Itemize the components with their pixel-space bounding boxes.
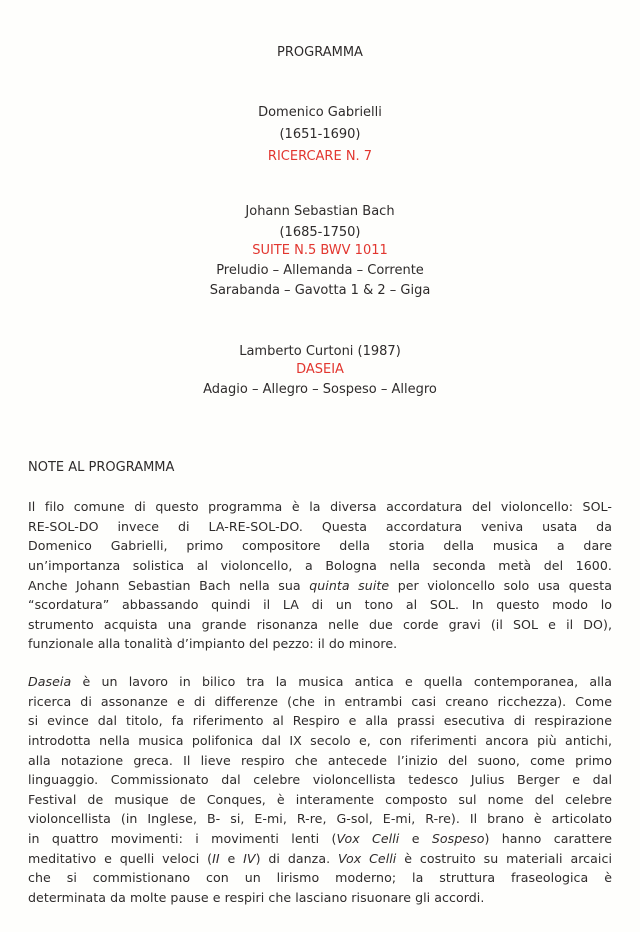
text-line: Festival de musique de Conques, è interamente composto sul nome del celebre [28,791,612,807]
emphasis: Daseia [28,674,72,689]
text-line: Anche Johann Sebastian Bach nella sua quinta suite per violoncello solo usa questa [28,577,612,593]
text-line: ricerca di assonanze e di differenze (che in entrambi casi creano ricchezza). Come [28,693,612,709]
text-line: strumento acquista una grande risonanza nelle due corde gravi (il SOL e il DO), [28,616,612,632]
movements-line: Adagio – Allegro – Sospeso – Allegro [203,382,437,397]
emphasis: Vox Celli [336,831,400,847]
emphasis: Sospeso [431,831,485,847]
text-line: si evince dal titolo, fa riferimento al Respiro e alla prassi esecutiva di respirazione [28,713,612,729]
notes-paragraph-2 [28,672,612,908]
text-line: determinata da molte pause e respiri che lasciano risuonare gli accordi. [28,890,485,906]
composer-dates: (1651-1690) [279,127,361,142]
emphasis: IV [243,850,256,866]
notes-title: NOTE AL PROGRAMMA [28,460,175,475]
composer-name: Lamberto Curtoni (1987) [239,344,401,359]
text-line: meditativo e quelli veloci (II e IV) di danza. Vox Celli è costruito su materiali arcaici [28,850,612,866]
composer-name: Domenico Gabrielli [258,105,382,120]
program-title: PROGRAMMA [277,45,363,60]
composer-name: Johann Sebastian Bach [245,204,395,219]
text-line: violoncellista (in Inglese, B- si, E-mi, R-re, G-sol, E-mi, R-re). Il brano è articolato [28,811,612,827]
text-line: RE-SOL-DO invece di LA-RE-SOL-DO. Questa accordatura veniva usata da [28,518,612,534]
text-line: alla notazione greca. Il lieve respiro che antecede l’inizio del suono, come primo [28,752,612,768]
composer-dates: (1685-1750) [279,225,361,240]
work-title: DASEIA [296,362,344,377]
text-line: in quattro movimenti: i movimenti lenti (Vox Celli e Sospeso) hanno carattere [28,831,612,847]
emphasis: Vox Celli [338,850,397,866]
text-line: linguaggio. Commissionato dal celebre violoncellista tedesco Julius Berger e dal [28,772,612,788]
emphasis: II [212,850,220,866]
text-line: funzionale alla tonalità d’impianto del pezzo: il do minore. [28,636,398,652]
text-line: “scordatura” abbassando quindi il LA di un tono al SOL. In questo modo lo [28,597,612,613]
text-line: Domenico Gabrielli, primo compositore della storia della musica a dare [28,538,612,554]
movements-line: Preludio – Allemanda – Corrente [216,263,424,278]
text-line: un’importanza solistica al violoncello, a Bologna nella seconda metà del 1600. [28,557,612,573]
work-title: SUITE N.5 BWV 1011 [252,243,388,258]
emphasis: quinta suite [309,577,390,593]
text-line: introdotta nella musica polifonica dal IX secolo e, con riferimenti ancora più antichi, [28,732,612,748]
text-line: Daseia è un lavoro in bilico tra la musica antica e quella contemporanea, alla [28,674,612,689]
text-line: che si commistionano con un lirismo moderno; la struttura fraseologica è [28,870,612,886]
text-line: Il filo comune di questo programma è la diversa accordatura del violoncello: SOL- [28,499,612,514]
work-title: RICERCARE N. 7 [267,149,373,164]
notes-paragraph-1 [28,497,612,654]
movements-line: Sarabanda – Gavotta 1 & 2 – Giga [209,283,431,298]
